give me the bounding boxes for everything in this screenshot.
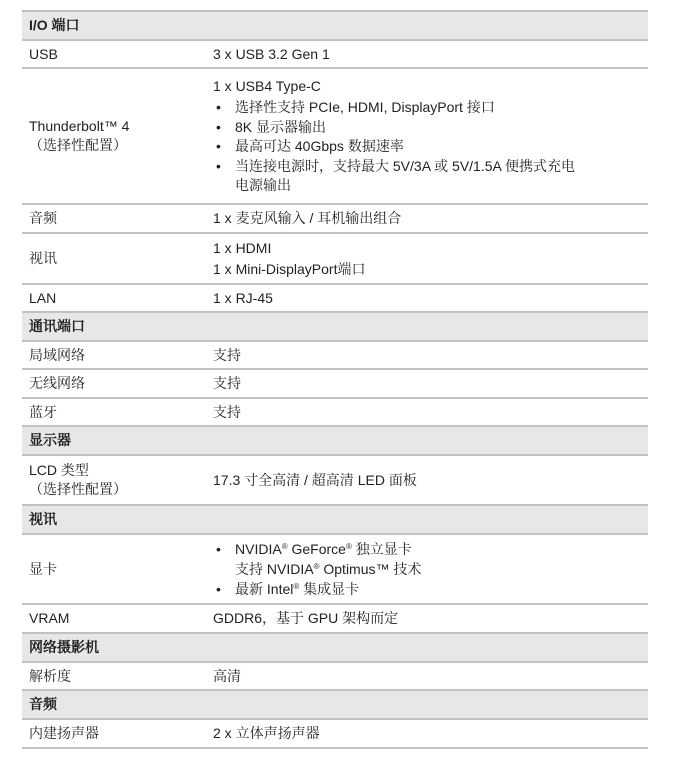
value-line: 1 x Mini-DisplayPort端口 xyxy=(213,260,366,277)
spec-label: 视讯 xyxy=(29,250,57,266)
spec-label: 无线网络 xyxy=(29,375,85,391)
section-title: 显示器 xyxy=(29,432,71,448)
spec-value: 高清 xyxy=(213,667,241,684)
spec-value: 1 x RJ-45 xyxy=(213,289,273,306)
spec-label: 局域网络 xyxy=(29,346,85,363)
spec-label: 显卡 xyxy=(29,560,57,577)
bullet-list xyxy=(213,539,648,559)
bullet-list xyxy=(213,98,648,176)
section-header-display xyxy=(22,427,648,456)
spec-row-lan-support xyxy=(22,342,648,370)
spec-row-usb xyxy=(22,41,648,69)
section-header-io xyxy=(22,12,648,41)
spec-label: 解析度 xyxy=(29,667,71,684)
spec-label: VRAM xyxy=(29,610,70,626)
spec-label: USB xyxy=(29,45,58,62)
bullet-item: • 8K 显示器输出 xyxy=(213,118,648,138)
section-title: I/O 端口 xyxy=(29,17,80,33)
section-header-webcam xyxy=(22,634,648,663)
spec-row-bluetooth xyxy=(22,399,648,427)
spec-row-vram xyxy=(22,605,648,634)
spec-table xyxy=(22,10,648,749)
value-intro: 1 x USB4 Type-C xyxy=(213,77,321,94)
spec-value: 支持 xyxy=(213,346,241,363)
section-title: 视讯 xyxy=(29,511,57,527)
spec-value: 1 x 麦克风输入 / 耳机输出组合 xyxy=(213,210,402,226)
spec-value: 支持 xyxy=(213,403,241,420)
spec-row-video-port xyxy=(22,234,648,285)
spec-value xyxy=(213,77,648,196)
spec-value xyxy=(213,539,648,599)
spec-value xyxy=(213,238,648,280)
bullet-item: • 选择性支持 PCIe, HDMI, DisplayPort 接口 xyxy=(213,98,648,118)
spec-value: 3 x USB 3.2 Gen 1 xyxy=(213,45,330,62)
bullet-item: • 当连接电源时，支持最大 5V/3A 或 5V/1.5A 便携式充电 xyxy=(213,157,648,177)
spec-row-resolution xyxy=(22,663,648,691)
spec-label xyxy=(22,461,213,499)
bullet-item: • 最高可达 40Gbps 数据速率 xyxy=(213,137,648,157)
spec-row-thunderbolt xyxy=(22,69,648,205)
spec-row-lcd xyxy=(22,456,648,506)
spec-value: GDDR6，基于 GPU 架构而定 xyxy=(213,610,399,626)
spec-row-lan xyxy=(22,285,648,313)
spec-value: 17.3 寸全高清 / 超高清 LED 面板 xyxy=(213,471,417,488)
spec-row-audio-port xyxy=(22,205,648,234)
spec-row-wireless xyxy=(22,370,648,399)
bullet-item: • NVIDIA® GeForce® 独立显卡 xyxy=(213,539,648,559)
spec-label: 内建扬声器 xyxy=(29,725,99,741)
label-line: （选择性配置） xyxy=(29,137,127,153)
section-title: 通讯端口 xyxy=(29,318,85,334)
spec-value: 2 x 立体声扬声器 xyxy=(213,725,320,741)
bullet-continuation: 支持 NVIDIA® Optimus™ 技术 xyxy=(235,561,422,577)
bullet-item: • 最新 Intel® 集成显卡 xyxy=(213,579,648,599)
section-header-communication xyxy=(22,313,648,342)
label-line: LCD 类型 xyxy=(29,462,89,478)
spec-label: 蓝牙 xyxy=(29,403,57,420)
spec-label: 音频 xyxy=(29,210,57,226)
section-header-video xyxy=(22,506,648,535)
section-title: 音频 xyxy=(29,696,57,712)
label-line: （选择性配置） xyxy=(29,481,127,497)
label-line: Thunderbolt™ 4 xyxy=(29,118,130,134)
value-line: 1 x HDMI xyxy=(213,239,272,256)
section-header-audio xyxy=(22,691,648,720)
spec-label: LAN xyxy=(29,289,57,306)
bullet-list xyxy=(213,579,648,599)
spec-row-graphics xyxy=(22,535,648,605)
bullet-continuation: 电源输出 xyxy=(235,177,291,193)
spec-row-speakers xyxy=(22,720,648,749)
spec-value: 支持 xyxy=(213,375,241,391)
section-title: 网络摄影机 xyxy=(29,639,99,655)
spec-label xyxy=(22,117,213,155)
